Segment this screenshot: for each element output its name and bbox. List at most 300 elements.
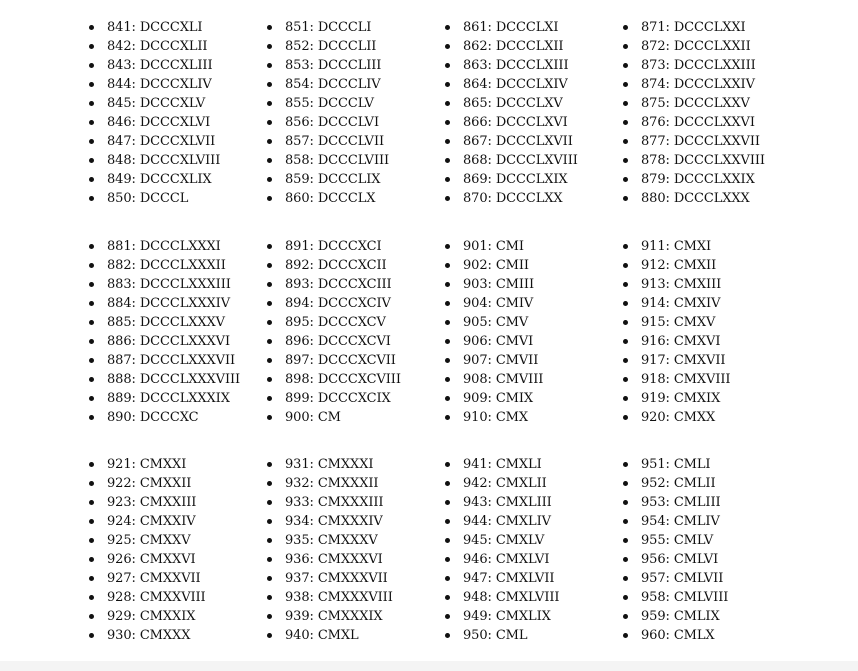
- bullet-icon: [89, 139, 94, 144]
- bullet-icon: [89, 595, 94, 600]
- list-item: [89, 56, 267, 75]
- list-item-text: 905: CMV: [463, 315, 529, 330]
- bullet-icon: [267, 339, 272, 344]
- bullet-icon: [623, 101, 628, 106]
- bullet-icon: [267, 82, 272, 87]
- list-item-text: 916: CMXVI: [641, 334, 721, 349]
- list-item: [89, 493, 267, 512]
- bullet-icon: [623, 25, 628, 30]
- list-item: [89, 94, 267, 113]
- bullet-icon: [623, 44, 628, 49]
- bullet-icon: [445, 614, 450, 619]
- bullet-icon: [445, 500, 450, 505]
- list-item-text: 843: DCCCXLIII: [107, 58, 213, 73]
- list-item-text: 939: CMXXXIX: [285, 609, 383, 624]
- list-item: [445, 237, 623, 256]
- bullet-icon: [623, 301, 628, 306]
- list-item: [623, 37, 801, 56]
- list-item: [89, 370, 267, 389]
- bottom-edge: [0, 661, 858, 671]
- bullet-icon: [89, 462, 94, 467]
- list-item: [445, 94, 623, 113]
- numeral-column: [89, 237, 267, 427]
- numeral-column: [445, 455, 623, 645]
- bullet-icon: [267, 120, 272, 125]
- list-item: [267, 474, 445, 493]
- list-item-text: 864: DCCCLXIV: [463, 77, 568, 92]
- list-item: [623, 151, 801, 170]
- list-item: [445, 455, 623, 474]
- list-item-text: 890: DCCCXC: [107, 410, 199, 425]
- list-item-text: 860: DCCCLX: [285, 191, 376, 206]
- list-item: [623, 18, 801, 37]
- list-item: [89, 294, 267, 313]
- list-item: [623, 132, 801, 151]
- list-item-text: 873: DCCCLXXIII: [641, 58, 756, 73]
- list-item: [89, 550, 267, 569]
- bullet-icon: [89, 396, 94, 401]
- list-item-text: 935: CMXXXV: [285, 533, 378, 548]
- list-item: [445, 37, 623, 56]
- bullet-icon: [623, 139, 628, 144]
- list-item: [267, 256, 445, 275]
- bullet-icon: [445, 120, 450, 125]
- numeral-column: [267, 237, 445, 427]
- bullet-icon: [267, 377, 272, 382]
- bullet-icon: [445, 320, 450, 325]
- numeral-column: [89, 455, 267, 645]
- list-item-text: 841: DCCCXLI: [107, 20, 203, 35]
- list-item-text: 883: DCCCLXXXIII: [107, 277, 231, 292]
- list-item: [445, 531, 623, 550]
- numeral-column: [623, 18, 801, 208]
- bullet-icon: [445, 282, 450, 287]
- bullet-icon: [445, 633, 450, 638]
- bullet-icon: [89, 120, 94, 125]
- bullet-icon: [267, 500, 272, 505]
- list-item: [89, 408, 267, 427]
- list-item-text: 918: CMXVIII: [641, 372, 731, 387]
- list-item-text: 897: DCCCXCVII: [285, 353, 396, 368]
- list-item-text: 933: CMXXXIII: [285, 495, 384, 510]
- list-item-text: 926: CMXXVI: [107, 552, 196, 567]
- list-item-text: 862: DCCCLXII: [463, 39, 564, 54]
- list-item-text: 867: DCCCLXVII: [463, 134, 573, 149]
- bullet-icon: [445, 462, 450, 467]
- list-item: [623, 313, 801, 332]
- numeral-column: [445, 18, 623, 208]
- list-item: [445, 474, 623, 493]
- list-item-text: 877: DCCCLXXVII: [641, 134, 760, 149]
- bullet-icon: [623, 396, 628, 401]
- list-item-text: 851: DCCCLI: [285, 20, 372, 35]
- list-item: [623, 531, 801, 550]
- bullet-icon: [623, 177, 628, 182]
- bullet-icon: [267, 244, 272, 249]
- bullet-icon: [623, 82, 628, 87]
- list-item: [267, 151, 445, 170]
- bullet-icon: [267, 196, 272, 201]
- bullet-icon: [445, 244, 450, 249]
- list-item: [267, 408, 445, 427]
- list-item-text: 858: DCCCLVIII: [285, 153, 390, 168]
- bullet-icon: [89, 500, 94, 505]
- list-item-text: 879: DCCCLXXIX: [641, 172, 755, 187]
- list-item: [89, 474, 267, 493]
- list-item-text: 911: CMXI: [641, 239, 712, 254]
- list-item-text: 863: DCCCLXIII: [463, 58, 569, 73]
- bullet-icon: [89, 415, 94, 420]
- list-item-text: 947: CMXLVII: [463, 571, 555, 586]
- list-item-text: 948: CMXLVIII: [463, 590, 560, 605]
- bullet-icon: [267, 177, 272, 182]
- bullet-icon: [623, 339, 628, 344]
- list-item-text: 852: DCCCLII: [285, 39, 377, 54]
- list-item: [267, 455, 445, 474]
- list-item: [445, 550, 623, 569]
- bullet-icon: [445, 519, 450, 524]
- list-item-text: 910: CMX: [463, 410, 529, 425]
- list-item-text: 885: DCCCLXXXV: [107, 315, 225, 330]
- list-item: [623, 170, 801, 189]
- numeral-column: [89, 18, 267, 208]
- list-item-text: 872: DCCCLXXII: [641, 39, 751, 54]
- list-item: [89, 588, 267, 607]
- list-item-text: 900: CM: [285, 410, 341, 425]
- bullet-icon: [623, 462, 628, 467]
- list-item-text: 845: DCCCXLV: [107, 96, 206, 111]
- bullet-icon: [89, 320, 94, 325]
- list-item: [445, 113, 623, 132]
- bullet-icon: [89, 282, 94, 287]
- list-item: [89, 75, 267, 94]
- bullet-icon: [267, 63, 272, 68]
- list-item: [89, 531, 267, 550]
- list-item-text: 914: CMXIV: [641, 296, 721, 311]
- bullet-icon: [267, 519, 272, 524]
- list-item-text: 915: CMXV: [641, 315, 716, 330]
- list-item-text: 957: CMLVII: [641, 571, 724, 586]
- list-item: [267, 332, 445, 351]
- list-item: [623, 569, 801, 588]
- list-item: [89, 37, 267, 56]
- list-item: [623, 113, 801, 132]
- numeral-block: [0, 237, 858, 427]
- bullet-icon: [623, 415, 628, 420]
- list-item: [623, 370, 801, 389]
- list-item-text: 876: DCCCLXXVI: [641, 115, 755, 130]
- list-item: [89, 455, 267, 474]
- list-item: [445, 18, 623, 37]
- bullet-icon: [445, 158, 450, 163]
- bullet-icon: [267, 614, 272, 619]
- list-item: [89, 170, 267, 189]
- numeral-block: [0, 455, 858, 645]
- list-item: [445, 275, 623, 294]
- list-item-text: 932: CMXXXII: [285, 476, 379, 491]
- list-item: [445, 351, 623, 370]
- list-item: [623, 189, 801, 208]
- list-item-text: 861: DCCCLXI: [463, 20, 559, 35]
- list-item-text: 917: CMXVII: [641, 353, 726, 368]
- numeral-block: [0, 18, 858, 208]
- list-item: [267, 56, 445, 75]
- bullet-icon: [267, 101, 272, 106]
- list-item: [267, 132, 445, 151]
- list-item-text: 909: CMIX: [463, 391, 534, 406]
- list-item-text: 870: DCCCLXX: [463, 191, 563, 206]
- list-item-text: 906: CMVI: [463, 334, 534, 349]
- list-item: [89, 256, 267, 275]
- bullet-icon: [445, 139, 450, 144]
- list-item: [267, 37, 445, 56]
- list-item-text: 951: CMLI: [641, 457, 711, 472]
- list-item-text: 853: DCCCLIII: [285, 58, 382, 73]
- list-item-text: 895: DCCCXCV: [285, 315, 386, 330]
- list-item-text: 959: CMLIX: [641, 609, 720, 624]
- list-item: [445, 626, 623, 645]
- list-item-text: 880: DCCCLXXX: [641, 191, 750, 206]
- list-item: [89, 113, 267, 132]
- bullet-icon: [445, 339, 450, 344]
- list-item: [445, 607, 623, 626]
- bullet-icon: [623, 158, 628, 163]
- list-item-text: 956: CMLVI: [641, 552, 719, 567]
- list-item: [267, 493, 445, 512]
- bullet-icon: [623, 576, 628, 581]
- numeral-column: [267, 455, 445, 645]
- list-item: [445, 189, 623, 208]
- list-item: [623, 474, 801, 493]
- bullet-icon: [89, 158, 94, 163]
- list-item: [89, 18, 267, 37]
- list-item-text: 903: CMIII: [463, 277, 534, 292]
- list-item: [89, 151, 267, 170]
- list-item: [89, 626, 267, 645]
- list-item-text: 896: DCCCXCVI: [285, 334, 391, 349]
- bullet-icon: [89, 244, 94, 249]
- list-item-text: 955: CMLV: [641, 533, 714, 548]
- bullet-icon: [445, 481, 450, 486]
- bullet-icon: [267, 139, 272, 144]
- list-item: [89, 389, 267, 408]
- bullet-icon: [89, 44, 94, 49]
- list-item-text: 954: CMLIV: [641, 514, 720, 529]
- bullet-icon: [445, 196, 450, 201]
- list-item-text: 941: CMXLI: [463, 457, 542, 472]
- list-item-text: 958: CMLVIII: [641, 590, 729, 605]
- bullet-icon: [623, 614, 628, 619]
- list-item: [445, 170, 623, 189]
- list-item-text: 943: CMXLIII: [463, 495, 552, 510]
- list-item-text: 940: CMXL: [285, 628, 359, 643]
- list-item-text: 881: DCCCLXXXI: [107, 239, 221, 254]
- list-item-text: 950: CML: [463, 628, 528, 643]
- list-item: [267, 94, 445, 113]
- list-item: [89, 275, 267, 294]
- list-item-text: 874: DCCCLXXIV: [641, 77, 755, 92]
- list-item-text: 869: DCCCLXIX: [463, 172, 568, 187]
- bullet-icon: [267, 576, 272, 581]
- list-item-text: 942: CMXLII: [463, 476, 547, 491]
- list-item-text: 901: CMI: [463, 239, 524, 254]
- list-item: [267, 512, 445, 531]
- bullet-icon: [623, 500, 628, 505]
- list-item-text: 925: CMXXV: [107, 533, 191, 548]
- list-item-text: 913: CMXIII: [641, 277, 722, 292]
- list-item: [89, 512, 267, 531]
- list-item-text: 894: DCCCXCIV: [285, 296, 391, 311]
- bullet-icon: [89, 339, 94, 344]
- list-item: [267, 531, 445, 550]
- list-item-text: 878: DCCCLXXVIII: [641, 153, 765, 168]
- list-item-text: 924: CMXXIV: [107, 514, 196, 529]
- list-item: [623, 94, 801, 113]
- bullet-icon: [623, 196, 628, 201]
- bullet-icon: [445, 358, 450, 363]
- list-item: [445, 332, 623, 351]
- list-item-text: 849: DCCCXLIX: [107, 172, 212, 187]
- list-item: [623, 275, 801, 294]
- list-item-text: 919: CMXIX: [641, 391, 721, 406]
- bullet-icon: [89, 177, 94, 182]
- list-item-text: 847: DCCCXLVII: [107, 134, 216, 149]
- list-item: [623, 332, 801, 351]
- list-item-text: 875: DCCCLXXV: [641, 96, 750, 111]
- bullet-icon: [267, 301, 272, 306]
- list-item-text: 946: CMXLVI: [463, 552, 550, 567]
- list-item-text: 936: CMXXXVI: [285, 552, 383, 567]
- bullet-icon: [445, 538, 450, 543]
- list-item: [267, 351, 445, 370]
- bullet-icon: [623, 358, 628, 363]
- list-item-text: 898: DCCCXCVIII: [285, 372, 401, 387]
- bullet-icon: [267, 25, 272, 30]
- bullet-icon: [445, 82, 450, 87]
- list-item: [89, 332, 267, 351]
- list-item: [89, 189, 267, 208]
- list-item: [445, 294, 623, 313]
- list-item-text: 865: DCCCLXV: [463, 96, 563, 111]
- list-item-text: 871: DCCCLXXI: [641, 20, 746, 35]
- list-item-text: 856: DCCCLVI: [285, 115, 380, 130]
- list-item-text: 953: CMLIII: [641, 495, 721, 510]
- bullet-icon: [267, 396, 272, 401]
- list-item-text: 944: CMXLIV: [463, 514, 551, 529]
- bullet-icon: [445, 25, 450, 30]
- list-item-text: 891: DCCCXCI: [285, 239, 382, 254]
- list-item-text: 889: DCCCLXXXIX: [107, 391, 230, 406]
- list-item: [623, 455, 801, 474]
- list-item-text: 846: DCCCXLVI: [107, 115, 211, 130]
- bullet-icon: [89, 82, 94, 87]
- list-item: [445, 151, 623, 170]
- list-item-text: 934: CMXXXIV: [285, 514, 383, 529]
- list-item-text: 899: DCCCXCIX: [285, 391, 391, 406]
- list-item-text: 923: CMXXIII: [107, 495, 197, 510]
- list-item: [89, 237, 267, 256]
- list-item-text: 866: DCCCLXVI: [463, 115, 568, 130]
- list-item: [267, 189, 445, 208]
- list-item: [267, 389, 445, 408]
- bullet-icon: [89, 377, 94, 382]
- list-item: [445, 256, 623, 275]
- list-item-text: 952: CMLII: [641, 476, 716, 491]
- bullet-icon: [89, 519, 94, 524]
- list-item: [445, 370, 623, 389]
- bullet-icon: [623, 263, 628, 268]
- bullet-icon: [89, 481, 94, 486]
- list-item-text: 908: CMVIII: [463, 372, 544, 387]
- list-item-text: 884: DCCCLXXXIV: [107, 296, 231, 311]
- list-item: [623, 389, 801, 408]
- bullet-icon: [267, 44, 272, 49]
- bullet-icon: [445, 415, 450, 420]
- bullet-icon: [89, 263, 94, 268]
- bullet-icon: [267, 633, 272, 638]
- list-item-text: 931: CMXXXI: [285, 457, 374, 472]
- list-item: [445, 389, 623, 408]
- list-item: [267, 313, 445, 332]
- bullet-icon: [267, 358, 272, 363]
- list-item-text: 922: CMXXII: [107, 476, 192, 491]
- bullet-icon: [267, 415, 272, 420]
- list-item: [623, 588, 801, 607]
- list-item-text: 854: DCCCLIV: [285, 77, 381, 92]
- bullet-icon: [89, 25, 94, 30]
- list-item-text: 844: DCCCXLIV: [107, 77, 212, 92]
- list-item-text: 855: DCCCLV: [285, 96, 374, 111]
- bullet-icon: [267, 462, 272, 467]
- list-item-text: 920: CMXX: [641, 410, 716, 425]
- bullet-icon: [623, 595, 628, 600]
- list-item-text: 882: DCCCLXXXII: [107, 258, 226, 273]
- list-item: [267, 170, 445, 189]
- list-item-text: 857: DCCCLVII: [285, 134, 385, 149]
- bullet-icon: [623, 282, 628, 287]
- list-item: [445, 313, 623, 332]
- list-item-text: 887: DCCCLXXXVII: [107, 353, 236, 368]
- list-item: [445, 493, 623, 512]
- list-item-text: 902: CMII: [463, 258, 529, 273]
- bullet-icon: [89, 576, 94, 581]
- bullet-icon: [445, 177, 450, 182]
- bullet-icon: [89, 557, 94, 562]
- list-item: [623, 607, 801, 626]
- list-item: [267, 275, 445, 294]
- list-item-text: 928: CMXXVIII: [107, 590, 206, 605]
- list-item-text: 927: CMXXVII: [107, 571, 201, 586]
- bullet-icon: [623, 519, 628, 524]
- list-item-text: 892: DCCCXCII: [285, 258, 387, 273]
- bullet-icon: [623, 633, 628, 638]
- list-item-text: 937: CMXXXVII: [285, 571, 388, 586]
- bullet-icon: [623, 244, 628, 249]
- bullet-icon: [89, 358, 94, 363]
- list-item: [445, 132, 623, 151]
- list-item: [267, 370, 445, 389]
- list-item: [623, 550, 801, 569]
- list-item: [267, 550, 445, 569]
- bullet-icon: [623, 377, 628, 382]
- list-item: [89, 132, 267, 151]
- list-item: [89, 313, 267, 332]
- numeral-column: [267, 18, 445, 208]
- bullet-icon: [623, 557, 628, 562]
- list-item: [89, 351, 267, 370]
- list-item-text: 938: CMXXXVIII: [285, 590, 393, 605]
- list-item: [623, 493, 801, 512]
